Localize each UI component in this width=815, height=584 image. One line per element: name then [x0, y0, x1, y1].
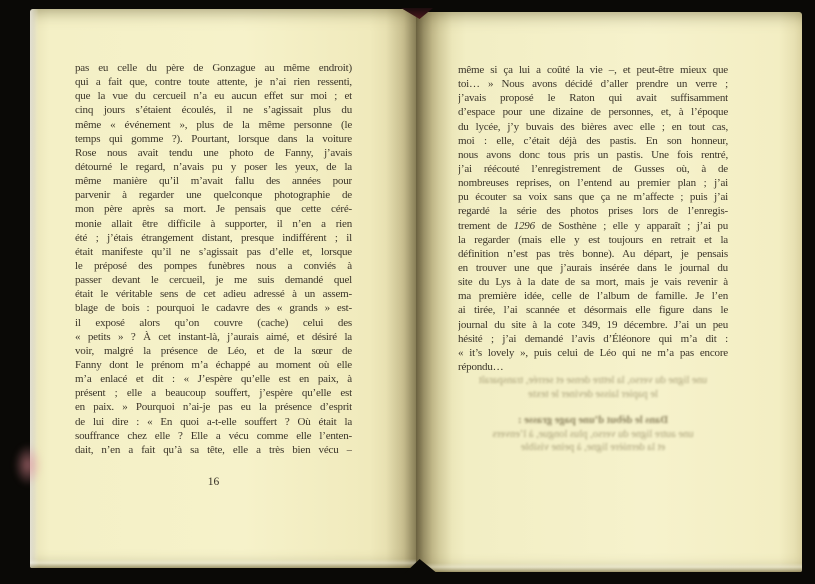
text-line: pu écouter sa voix sans que ça ne m’affecte ; puis j’ai — [458, 191, 728, 204]
text-line: « petits » ? À cet instant-là, j’aurais aimé, et désiré la — [75, 330, 352, 343]
right-page-lines-bottom — [458, 234, 728, 361]
text-line: passer devant le cercueil, je me suis demandé quel — [75, 274, 352, 287]
show-through-line: une ligne du verso, la lettre dense et serrée, transparaît — [478, 375, 708, 386]
text-line: d’espace pour une dizaine de personnes, et, à l’époque — [458, 106, 728, 119]
text-line: même « événement », plus de la même personne (le — [75, 118, 352, 131]
text-line: en trouver une que j’aurais insérée dans le journal du — [458, 261, 728, 274]
left-page-text-block — [75, 62, 352, 488]
gutter-shadow-left — [386, 9, 416, 568]
text-line: dait, n’en a fait qu’à sa tête, elle a très bien vécu – — [75, 443, 352, 456]
text-line: le préposé des pompes funèbres nous a conviés à — [75, 259, 352, 272]
show-through-line: Dans le début d’une page grasse : — [518, 415, 668, 426]
text-line: mon père après sa mort. Je pensais que cette céré- — [75, 203, 352, 216]
show-through-line: une autre ligne du verso, plus longue, à l’envers — [492, 428, 694, 440]
show-through-line: le papier laisse deviner le texte — [528, 388, 658, 400]
text-line: détourné le regard, n’avais pu y poser les yeux, de la — [75, 160, 352, 173]
text-line: était le véritable sens de cet adieu adressé à un assem- — [75, 288, 352, 301]
text-line: Rose nous avait tendu une photo de Fanny, j’avais — [75, 146, 352, 159]
right-page — [416, 12, 802, 572]
text-line: été ; j’étais étrangement distant, presque indifférent ; il — [75, 231, 352, 244]
text-line: temps qui gomme ?). Pourtant, lorsque dans la voiture — [75, 132, 352, 145]
text-line: il exposé alors qu’on couvre (cache) celui des — [75, 316, 352, 329]
text-line: de lui dire : « En quoi a-t-elle souffert ? Où était la — [75, 415, 352, 428]
text-line: présent ; elle a beaucoup souffert, j’espère qu’elle est — [75, 387, 352, 400]
text-line: m’a enlacé et dit : « J’espère qu’elle est en paix, à — [75, 373, 352, 386]
text-line: site du Lys à la date de sa mort, mais je vais revenir à — [458, 276, 728, 289]
text-line: qui a fait que, contre toute attente, je n’ai rien ressenti, — [75, 76, 352, 89]
right-page-text-block — [458, 64, 728, 375]
text-line: définition n’est pas très bonne). Au départ, je pensais — [458, 247, 728, 260]
right-page-bottom-edge — [416, 563, 802, 572]
italic-work-title: 1296 — [513, 219, 535, 232]
text-line: monie allait être difficile à supporter, il n’en a rien — [75, 217, 352, 230]
left-page-bottom-edge — [30, 559, 416, 568]
fingertip-smudge — [14, 444, 42, 486]
text-line: pas eu celle du père de Gonzague au même endroit) — [75, 62, 352, 74]
paragraph-last-line: répondu… — [458, 360, 504, 373]
text-line: la regarder (mais elle y est toujours en retrait et la — [458, 233, 728, 246]
text-line: toi… » Nous avons décidé d’aller prendre un verre ; — [458, 78, 728, 91]
italic-line-pre: trement de — [458, 219, 514, 232]
text-line: en paix. » Pourquoi n’ai-je pas eu la présence d’esprit — [75, 401, 352, 414]
text-line: cinq jours s’étaient écoulés, il ne s’agissait plus du — [75, 104, 352, 117]
text-line: nombreuses reprises, on l’entend au premier plan ; j’ai — [458, 177, 728, 190]
page-number: 16 — [207, 475, 220, 488]
text-line-with-italic — [458, 220, 728, 234]
text-line: parvenir à regarder une quelconque photographie de — [75, 189, 352, 202]
show-through-text — [458, 374, 728, 455]
text-line: était manifeste qu’il ne s’agissait pas d’elle et, lorsque — [75, 245, 352, 258]
text-line: Fanny dont le prénom m’a échappé au moment où elle — [75, 358, 352, 371]
text-line: ma première idée, celle de l’album de famille. Je l’en — [458, 290, 728, 303]
text-line: « it’s lovely », puis celui de Léo qui ne m’a pas encore — [458, 346, 728, 359]
text-line: moi : elle, c’était déjà des pastis. En son honneur, — [458, 134, 728, 147]
text-line: blage de bois : pourquoi le cadavre des « grands » est- — [75, 302, 352, 315]
text-line: ai tirée, l’ai scannée et désormais elle figure dans le — [458, 304, 728, 317]
text-line: nous avons donc tous pris un pastis. Une fois rentré, — [458, 148, 728, 161]
show-through-line: et la dernière ligne, à peine visible — [520, 442, 666, 453]
text-line: du lycée, j’y buvais des bières avec elle ; en tout cas, — [458, 120, 728, 133]
text-line: hésité ; j’ai demandé l’avis d’Éléonore qui m’a dit : — [458, 332, 728, 345]
text-line: même si ça lui a coûté la vie –, et peut-être mieux que — [458, 64, 728, 76]
left-page-lines — [75, 62, 352, 458]
right-page-lines-top — [458, 64, 728, 220]
text-line: voir, malgré la présence de Léo, et de la sœur de — [75, 344, 352, 357]
text-line: j’ai réécouté l’enregistrement de Gusses où, à de — [458, 162, 728, 175]
text-line: souffrance chez elle ? Elle a vécu comme elle l’enten- — [75, 429, 352, 442]
italic-line-post: de Sosthène ; elle y apparaît ; j’ai pu — [534, 219, 728, 232]
text-line: que la vue du cercueil n’a eu aucun effet sur moi ; et — [75, 90, 352, 103]
left-page — [30, 9, 416, 568]
text-line: même manière qu’il m’avait fallu des années pour — [75, 175, 352, 188]
text-line: journal du site à la cote 349, 19 décembre. J’ai un peu — [458, 318, 728, 331]
gutter-shadow-right — [416, 12, 452, 572]
text-line: j’avais proposé le Raton qui avait suffisamment — [458, 92, 728, 105]
text-line: regardé la série des photos prises lors de l’enregis- — [458, 205, 728, 218]
